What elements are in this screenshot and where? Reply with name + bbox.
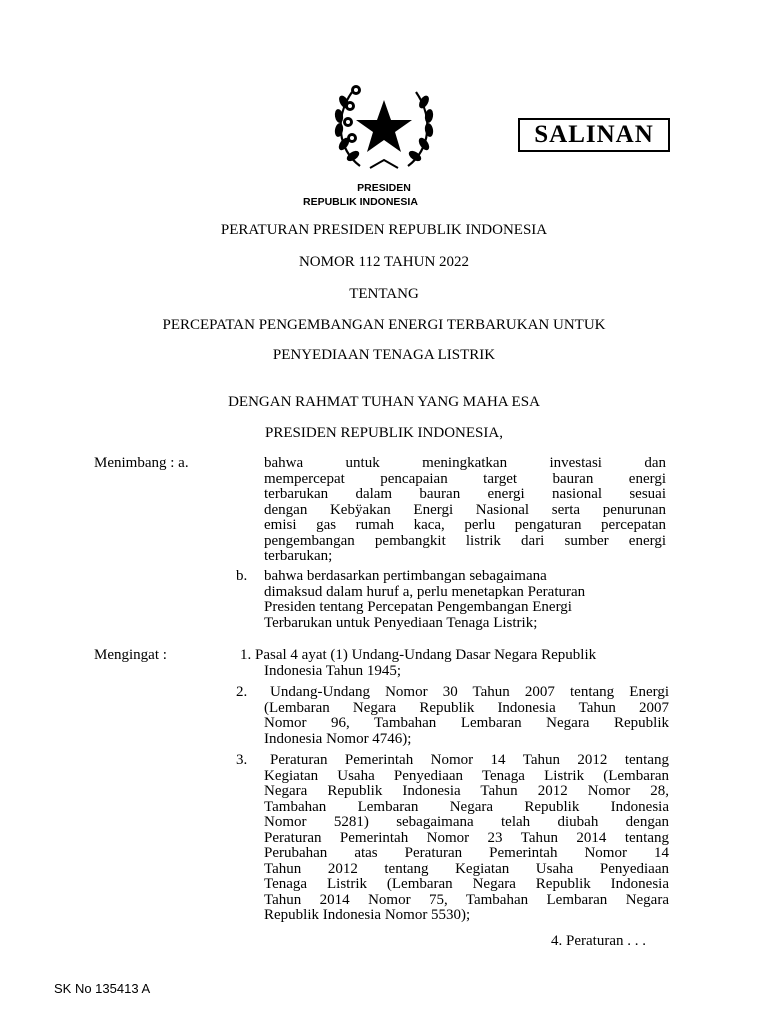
mengingat-item-2: Undang-Undang Nomor 30 Tahun 2007 tentang Energi (Lembaran Negara Republik Indonesia Tahun 2007 Nomor 96, Tambahan Lembaran Negara Republik Indonesia Nomor 4746); xyxy=(264,684,669,747)
mengingat-item-3-marker: 3. xyxy=(236,752,248,768)
document-number: NOMOR 112 TAHUN 2022 xyxy=(298,254,470,270)
presiden-label: PRESIDEN xyxy=(357,182,411,194)
mengingat-item-3: Peraturan Pemerintah Nomor 14 Tahun 2012 tentang Kegiatan Usaha Penyediaan Tenaga Listrik (Lembaran Negara Republik Indonesia Tahun 2012 Nomor 28, Tambahan Lembaran Negara Republik Indonesia Nomor 5281) sebagaimana telah diubah dengan Peraturan Pemerintah Nomor 23 Tahun 2014 tentang Perubahan atas Peraturan Pemerintah Nomor 14 Tahun 2012 tentang Kegiatan Usaha Penyediaan Tenaga Listrik (Lembaran Negara Republik Indonesia Tahun 2014 Nomor 75, Tambahan Lembaran Negara Republik Indonesia Nomor 5530); xyxy=(264,752,669,923)
menimbang-a-text: bahwa untuk meningkatkan investasi dan mempercepat pencapaian target bauran energi terbarukan dalam bauran energi nasional sesuai dengan Kebÿakan Energi Nasional serta penurunan emisi gas rumah kaca, perlu pengaturan percepatan pengembangan pembangkit listrik dari sumber energi terbarukan; xyxy=(264,455,666,564)
menimbang-b-marker: b. xyxy=(236,568,248,584)
mengingat-item-2-marker: 2. xyxy=(236,684,248,700)
menimbang-b-text: bahwa berdasarkan pertimbangan sebagaimana dimaksud dalam huruf a, perlu menetapkan Peraturan Presiden tentang Percepatan Pengembangan Energi Terbarukan untuk Penyediaan Tenaga Listrik; xyxy=(264,568,586,631)
continuation-note: 4. Peraturan . . . xyxy=(551,933,646,949)
mengingat-item-1: 1. Pasal 4 ayat (1) Undang-Undang Dasar Negara Republik Indonesia Tahun 1945; xyxy=(240,647,597,679)
garuda-emblem-icon xyxy=(330,78,438,174)
preamble-line: DENGAN RAHMAT TUHAN YANG MAHA ESA xyxy=(228,394,540,410)
president-heading: PRESIDEN REPUBLIK INDONESIA, xyxy=(265,425,503,441)
menimbang-label: Menimbang : a. xyxy=(94,455,189,471)
subject-line-1: PERCEPATAN PENGEMBANGAN ENERGI TERBARUKAN UNTUK xyxy=(162,317,606,333)
document-serial-number: SK No 135413 A xyxy=(54,981,151,996)
salinan-stamp: SALINAN xyxy=(518,118,670,152)
mengingat-label: Mengingat : xyxy=(94,647,167,663)
subject-line-2: PENYEDIAAN TENAGA LISTRIK xyxy=(272,347,496,363)
tentang-heading: TENTANG xyxy=(349,286,419,302)
document-title: PERATURAN PRESIDEN REPUBLIK INDONESIA xyxy=(220,222,548,238)
republik-indonesia-label: REPUBLIK INDONESIA xyxy=(303,196,418,208)
